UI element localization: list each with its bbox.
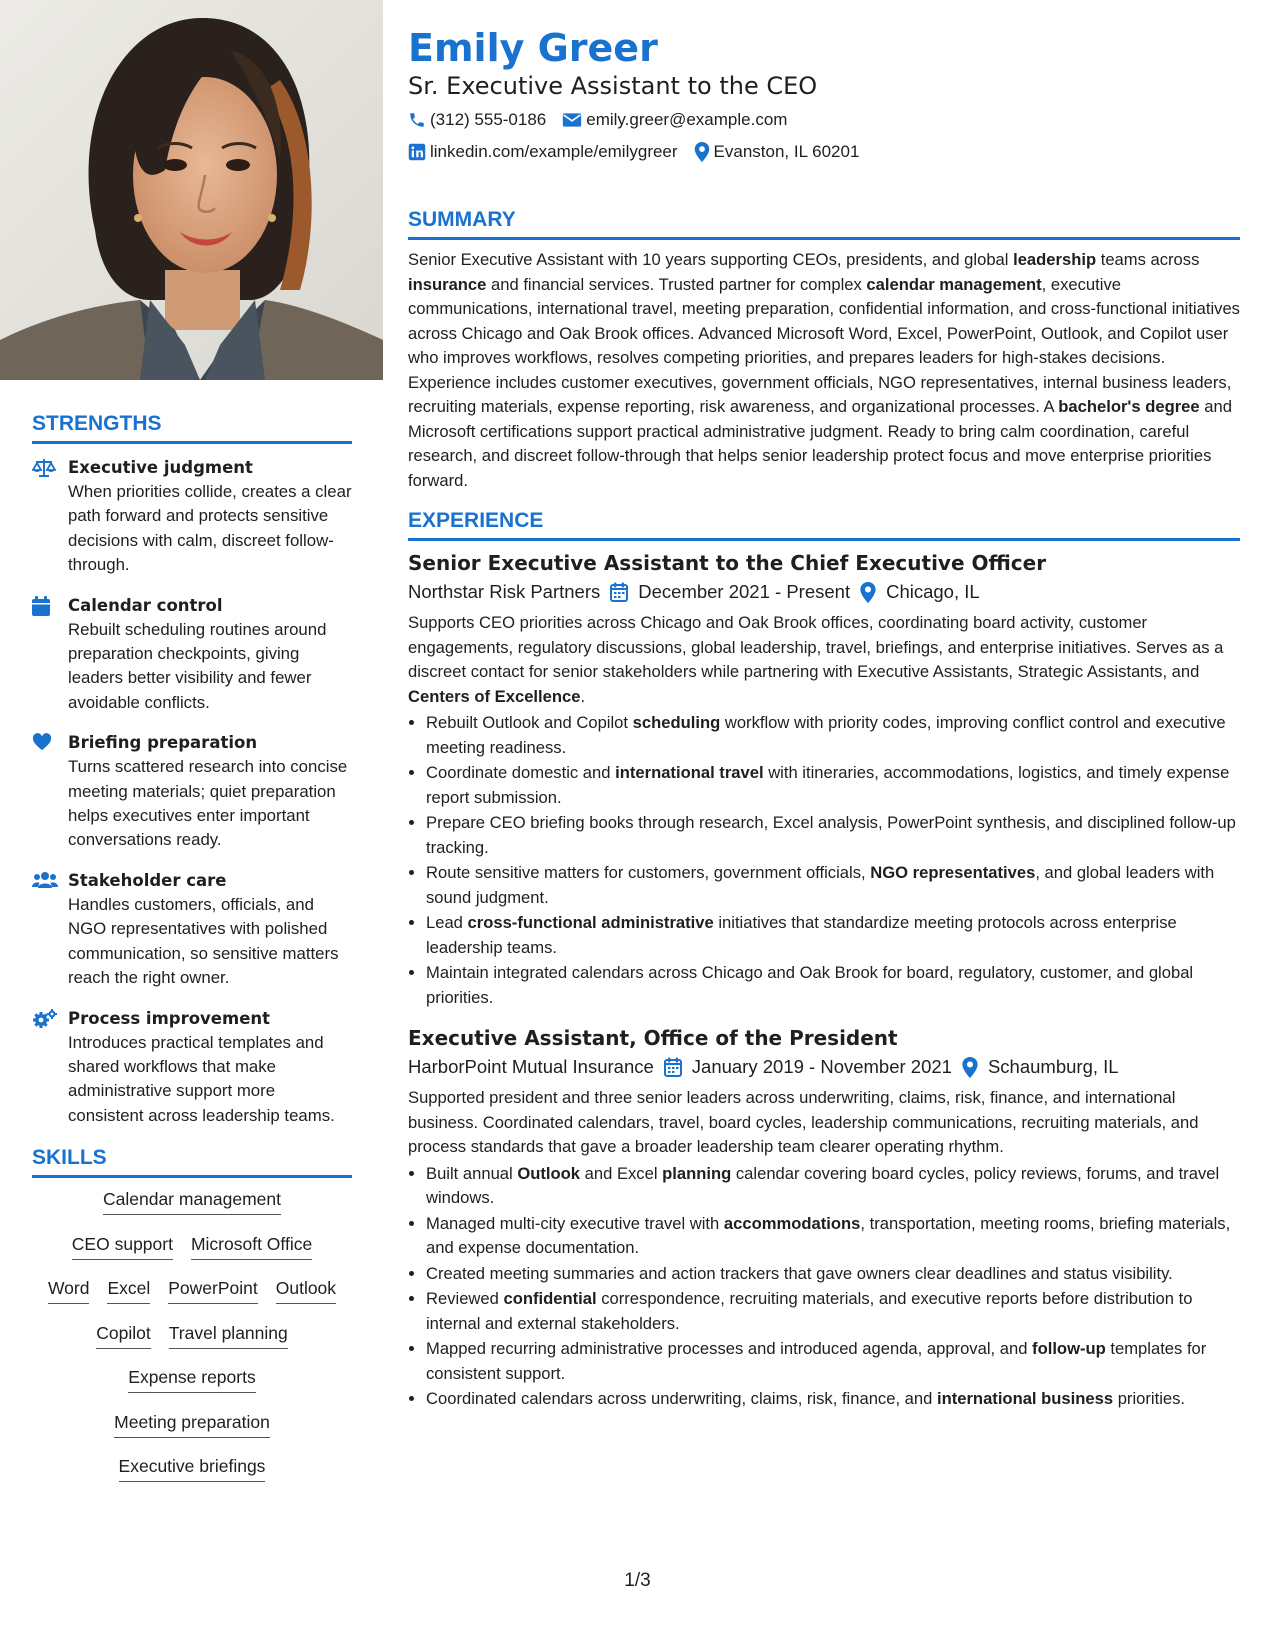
job-bullet xyxy=(426,811,1240,860)
strength-desc: Turns scattered research into concise meeting materials; quiet preparation helps executives enter important conversations ready. xyxy=(68,757,348,850)
skill-tag: PowerPoint xyxy=(168,1275,258,1304)
text-run: correspondence, recruiting materials, and executive reports before distribution to internal and external stakeholders. xyxy=(426,1289,1193,1333)
strengths-heading: STRENGTHS xyxy=(32,412,162,435)
job-location: Schaumburg, IL xyxy=(987,1056,1119,1077)
phone-icon xyxy=(408,111,426,129)
job-bullets xyxy=(408,1162,1240,1412)
job-bullet xyxy=(426,1262,1240,1287)
strength-title: Process improvement xyxy=(68,1008,271,1028)
map-pin-icon xyxy=(694,142,710,162)
strengths-rule xyxy=(32,441,352,444)
experience-heading: EXPERIENCE xyxy=(408,509,544,532)
candidate-role: Sr. Executive Assistant to the CEO xyxy=(408,72,818,100)
strength-body xyxy=(68,731,352,853)
scale-icon xyxy=(32,456,68,578)
bold-keyword: leadership xyxy=(1013,250,1097,269)
skill-row xyxy=(32,1186,352,1231)
job-bullet xyxy=(426,1387,1240,1412)
contact-row-2 xyxy=(408,136,1240,168)
text-run: Created meeting summaries and action trackers that gave owners clear deadlines and status visibility. xyxy=(426,1263,1173,1283)
skill-row xyxy=(32,1409,352,1454)
calendar-icon xyxy=(664,1057,682,1077)
profile-photo xyxy=(0,0,383,380)
bold-keyword: Outlook xyxy=(517,1163,581,1183)
skill-row xyxy=(32,1453,352,1498)
skill-tag: Copilot xyxy=(96,1320,150,1349)
experience-rule xyxy=(408,538,1240,541)
strength-title: Executive judgment xyxy=(68,458,253,477)
heart-icon xyxy=(32,731,68,853)
job-bullet xyxy=(426,711,1240,760)
bold-keyword: NGO representatives xyxy=(870,863,1036,882)
bold-keyword: insurance xyxy=(408,274,487,294)
bold-keyword: planning xyxy=(662,1163,732,1183)
text-run: initiatives that standardize meeting protocols across enterprise leadership teams. xyxy=(426,913,1177,957)
job-bullet xyxy=(426,1287,1240,1336)
strength-desc: When priorities collide, creates a clear path forward and protects sensitive decisions with calm, discreet follow-through. xyxy=(68,482,352,575)
bold-keyword: follow-up xyxy=(1032,1339,1106,1358)
calendar-icon xyxy=(610,582,628,602)
skill-tag: Expense reports xyxy=(128,1364,255,1393)
strength-item xyxy=(32,456,352,578)
strength-desc: Handles customers, officials, and NGO representatives with polished communication, so sensitive matters reach the right owner. xyxy=(68,894,339,988)
strength-item xyxy=(32,594,352,716)
job-bullet xyxy=(426,1337,1240,1386)
text-run: Supports CEO priorities across Chicago and Oak Brook offices, coordinating board activity, customer engagements, regulatory discussions, global leadership, travel, briefings, and enterprise initiatives. Serves as a discreet contact for senior stakeholders while partnering with Executive Assistants, Strategic Assistants, and xyxy=(408,613,1224,681)
skill-row xyxy=(32,1275,352,1320)
bold-keyword: bachelor's degree xyxy=(1058,397,1200,416)
text-run: priorities. xyxy=(1113,1389,1186,1408)
experience-list xyxy=(408,549,1240,1412)
strength-title: Calendar control xyxy=(68,595,223,615)
text-run: with itineraries, accommodations, logistics, and timely expense report submission. xyxy=(426,763,1230,807)
skill-tag: Meeting preparation xyxy=(114,1409,270,1438)
skill-tag: Excel xyxy=(107,1275,150,1304)
job-dates: January 2019 - November 2021 xyxy=(691,1056,952,1077)
text-run: Built annual xyxy=(426,1163,518,1183)
skill-tag: Microsoft Office xyxy=(191,1231,312,1260)
text-run: Supported president and three senior leaders across underwriting, claims, risk, finance, and international business. Coordinated calendars, travel, board cycles, leadership communications, recruiting materials, and process standards that gave a broader leadership team clearer operating rhythm. xyxy=(408,1088,1199,1156)
skill-row xyxy=(32,1364,352,1409)
strength-body xyxy=(68,456,352,578)
skill-tag: Word xyxy=(48,1275,90,1304)
text-run: Managed multi-city executive travel with xyxy=(426,1213,724,1233)
job-company: HarborPoint Mutual Insurance xyxy=(408,1056,654,1077)
calendar-icon xyxy=(32,594,68,716)
bold-keyword: confidential xyxy=(503,1289,597,1308)
strength-item xyxy=(32,869,352,991)
bold-keyword: Centers of Excellence xyxy=(408,686,581,706)
text-run: and financial services. Trusted partner for complex xyxy=(486,274,867,294)
text-run: and Excel xyxy=(580,1163,663,1183)
job-title: Executive Assistant, Office of the President xyxy=(408,1026,898,1050)
job-location: Chicago, IL xyxy=(886,581,980,602)
job-title: Senior Executive Assistant to the Chief Executive Officer xyxy=(408,551,1047,575)
text-run: Rebuilt Outlook and Copilot xyxy=(426,713,633,732)
bold-keyword: calendar management xyxy=(866,274,1042,294)
strength-body xyxy=(68,594,352,716)
text-run: Prepare CEO briefing books through research, Excel analysis, PowerPoint synthesis, and disciplined follow-up tracking. xyxy=(426,813,1236,857)
gears-icon xyxy=(32,1007,68,1129)
phone-contact[interactable] xyxy=(408,110,546,130)
skill-row xyxy=(32,1320,352,1365)
strength-title: Briefing preparation xyxy=(68,733,258,753)
map-pin-icon xyxy=(860,582,876,603)
skill-tag: Calendar management xyxy=(103,1186,281,1215)
linkedin-icon xyxy=(408,143,426,161)
phone-text: (312) 555-0186 xyxy=(430,110,547,129)
skill-tag: CEO support xyxy=(72,1231,173,1260)
job-bullets xyxy=(408,711,1240,1010)
skill-row xyxy=(32,1231,352,1276)
map-pin-icon xyxy=(962,1057,978,1078)
location-contact xyxy=(694,142,860,162)
summary-rule xyxy=(408,237,1240,240)
strength-title: Stakeholder care xyxy=(68,870,227,890)
text-run: . xyxy=(580,686,586,706)
sidebar xyxy=(32,410,352,1498)
skills-rule xyxy=(32,1175,352,1178)
envelope-icon xyxy=(562,112,582,128)
text-run: Coordinated calendars across underwriting, claims, risk, finance, and xyxy=(426,1389,937,1408)
bold-keyword: cross-functional administrative xyxy=(467,913,714,932)
bold-keyword: scheduling xyxy=(632,713,721,732)
bold-keyword: international business xyxy=(936,1389,1114,1408)
skill-tag: Travel planning xyxy=(169,1320,288,1349)
job-meta xyxy=(408,1052,1240,1082)
users-icon xyxy=(32,869,68,991)
text-run: and Microsoft certifications support practical administrative judgment. Ready to bring calm coordination, careful research, and discreet follow-through that helps senior leadership protect focus and move enterprise priorities forward. xyxy=(408,397,1232,490)
job-dates: December 2021 - Present xyxy=(638,581,851,602)
text-run: templates for consistent support. xyxy=(426,1339,1207,1383)
strength-desc: Introduces practical templates and shared workflows that make administrative support more consistent across leadership teams. xyxy=(68,1032,335,1125)
job-bullet xyxy=(426,1162,1240,1211)
skill-tag: Outlook xyxy=(276,1275,336,1304)
text-run: Maintain integrated calendars across Chicago and Oak Brook for board, regulatory, customer, and global priorities. xyxy=(426,963,1194,1007)
bold-keyword: accommodations xyxy=(723,1213,861,1233)
strength-body xyxy=(68,1007,352,1129)
job-bullet xyxy=(426,911,1240,960)
text-run: Coordinate domestic and xyxy=(426,763,616,782)
page-number: 1/3 xyxy=(624,1570,651,1591)
email-contact[interactable] xyxy=(562,110,787,130)
strength-desc: Rebuilt scheduling routines around preparation checkpoints, giving leaders better visibility and fewer avoidable conflicts. xyxy=(68,619,327,712)
candidate-name: Emily Greer xyxy=(408,26,658,70)
job-meta xyxy=(408,577,1240,607)
job-entry xyxy=(408,549,1240,1010)
job-bullet xyxy=(426,761,1240,810)
text-run: Senior Executive Assistant with 10 years supporting CEOs, presidents, and global xyxy=(408,250,1014,269)
job-description xyxy=(408,611,1240,709)
summary-heading: SUMMARY xyxy=(408,208,516,231)
text-run: , and global leaders with sound judgment. xyxy=(426,863,1215,907)
contact-row-1 xyxy=(408,104,1240,136)
text-run: , transportation, meeting rooms, briefing materials, and expense documentation. xyxy=(426,1213,1231,1257)
text-run: , executive communications, international travel, meeting preparation, confidential information, and cross-functional initiatives across Chicago and Oak Brook offices. Advanced Microsoft Word, Excel, PowerPoint, Outlook, and Copilot user who improves workflows, resolves competing priorities, and prepares leaders for high-stakes decisions. Experience includes customer executives, government officials, NGO representatives, internal business leaders, recruiting materials, expense reporting, risk awareness, and organizational processes. A xyxy=(408,274,1240,416)
skills-heading: SKILLS xyxy=(32,1146,107,1170)
strengths-list xyxy=(32,456,352,1128)
summary-text xyxy=(408,248,1240,493)
linkedin-contact[interactable] xyxy=(408,142,678,162)
strength-body xyxy=(68,869,352,991)
job-bullet xyxy=(426,961,1240,1010)
text-run: Reviewed xyxy=(426,1289,504,1308)
job-company: Northstar Risk Partners xyxy=(408,581,601,602)
bold-keyword: international travel xyxy=(615,763,764,782)
job-bullet xyxy=(426,861,1240,910)
text-run: Mapped recurring administrative processes and introduced agenda, approval, and xyxy=(426,1339,1033,1358)
text-run: Lead xyxy=(426,913,468,932)
strength-item xyxy=(32,1007,352,1129)
linkedin-text: linkedin.com/example/emilygreer xyxy=(430,142,678,161)
job-entry xyxy=(408,1024,1240,1412)
location-text: Evanston, IL 60201 xyxy=(713,142,860,161)
skill-tag: Executive briefings xyxy=(119,1453,266,1482)
text-run: calendar covering board cycles, policy reviews, forums, and travel windows. xyxy=(426,1163,1220,1207)
job-bullet xyxy=(426,1212,1240,1261)
text-run: workflow with priority codes, improving conflict control and executive meeting readiness. xyxy=(426,713,1226,757)
text-run: Route sensitive matters for customers, government officials, xyxy=(426,863,871,882)
strength-item xyxy=(32,731,352,853)
email-text: emily.greer@example.com xyxy=(586,110,788,129)
main-column xyxy=(408,24,1240,1413)
job-description xyxy=(408,1086,1240,1160)
text-run: teams across xyxy=(1096,250,1200,269)
skills-list xyxy=(32,1186,352,1498)
